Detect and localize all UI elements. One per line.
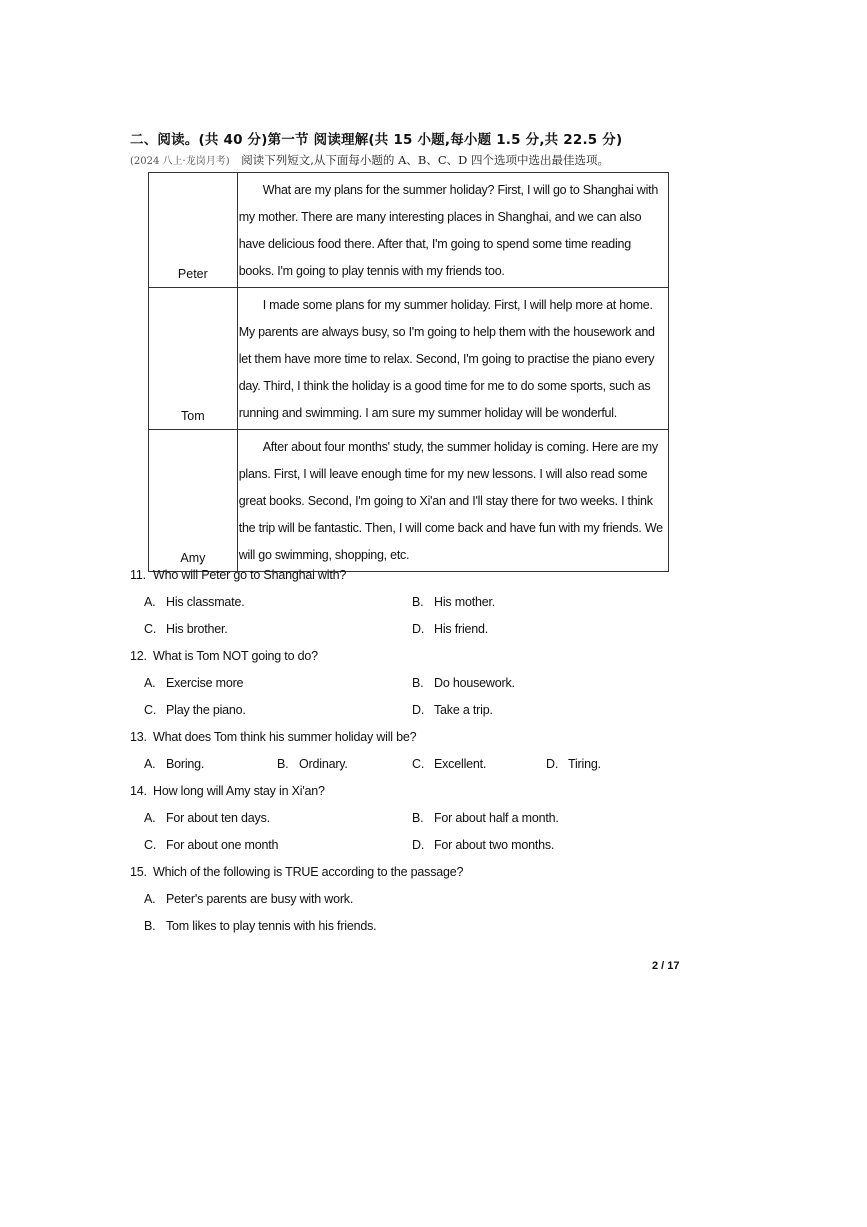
option-label: C. bbox=[144, 838, 157, 852]
option-text: For about half a month. bbox=[434, 811, 559, 825]
option-label: B. bbox=[412, 676, 424, 690]
option-label: B. bbox=[144, 919, 156, 933]
option-text: Play the piano. bbox=[166, 703, 246, 717]
option-c[interactable] bbox=[412, 753, 486, 775]
passage-text bbox=[237, 173, 668, 288]
section-title: 二、阅读。(共 40 分)第一节 阅读理解(共 15 小题,每小题 1.5 分,共 22.5 分) bbox=[130, 132, 623, 148]
question-14 bbox=[130, 780, 690, 807]
option-a[interactable] bbox=[144, 672, 243, 694]
option-text: For about one month bbox=[166, 838, 279, 852]
passage-body: After about four months' study, the summer holiday is coming. Here are my plans. First, I will leave enough time for my new lessons. I will also read some great books. Second, I'm going to Xi'an and I'll stay there for two weeks. I think the trip will be fantastic. Then, I will come back and have fun with my friends. We will go swimming, shopping, etc. bbox=[238, 440, 663, 562]
option-label: B. bbox=[412, 811, 424, 825]
passage-table bbox=[148, 172, 669, 572]
option-label: D. bbox=[412, 838, 425, 852]
option-label: A. bbox=[144, 892, 156, 906]
question-text: Which of the following is TRUE according to the passage? bbox=[153, 865, 464, 879]
option-row bbox=[130, 618, 690, 645]
option-label: A. bbox=[144, 757, 156, 771]
option-a[interactable] bbox=[144, 807, 270, 829]
passage-text bbox=[237, 430, 668, 572]
option-text: His brother. bbox=[166, 622, 228, 636]
question-number: 11. bbox=[130, 568, 146, 582]
option-label: B. bbox=[412, 595, 424, 609]
passage-name: Peter bbox=[149, 173, 238, 288]
option-text: Exercise more bbox=[166, 676, 244, 690]
option-text: Do housework. bbox=[434, 676, 515, 690]
option-d[interactable] bbox=[546, 753, 601, 775]
option-label: D. bbox=[412, 622, 425, 636]
option-b[interactable] bbox=[144, 915, 376, 937]
question-list bbox=[130, 564, 690, 942]
option-text: Peter's parents are busy with work. bbox=[166, 892, 354, 906]
option-text: For about two months. bbox=[434, 838, 555, 852]
question-12 bbox=[130, 645, 690, 672]
option-label: A. bbox=[144, 595, 156, 609]
option-d[interactable] bbox=[412, 618, 488, 640]
option-label: A. bbox=[144, 676, 156, 690]
option-b[interactable] bbox=[412, 591, 495, 613]
option-label: A. bbox=[144, 811, 156, 825]
option-label: C. bbox=[144, 703, 157, 717]
option-d[interactable] bbox=[412, 699, 493, 721]
passage-body: What are my plans for the summer holiday? First, I will go to Shanghai with my mother. There are many interesting places in Shanghai, and we can also have delicious food there. After that, I'm going to spend some time reading books. I'm going to play tennis with my friends too. bbox=[238, 183, 659, 278]
passage-row-tom bbox=[149, 288, 669, 430]
option-c[interactable] bbox=[144, 699, 246, 721]
passage-body: I made some plans for my summer holiday. First, I will help more at home. My parents are always busy, so I'm going to help them with the housework and let them have more time to relax. Second, I'm going to practise the piano every day. Third, I think the holiday is a good time for me to do some sports, such as running and swimming. I am sure my summer holiday will be wonderful. bbox=[238, 298, 655, 420]
question-11 bbox=[130, 564, 690, 591]
passage-row-amy bbox=[149, 430, 669, 572]
question-15 bbox=[130, 861, 690, 888]
question-text: Who will Peter go to Shanghai with? bbox=[153, 568, 347, 582]
option-row bbox=[130, 888, 690, 915]
option-d[interactable] bbox=[412, 834, 554, 856]
option-text: Boring. bbox=[166, 757, 205, 771]
question-text: How long will Amy stay in Xi'an? bbox=[153, 784, 325, 798]
question-source: (2024 八上·龙岗月考) bbox=[130, 156, 230, 167]
question-number: 13. bbox=[130, 730, 147, 744]
question-number: 12. bbox=[130, 649, 147, 663]
option-row bbox=[130, 591, 690, 618]
option-text: His mother. bbox=[434, 595, 496, 609]
option-text: Take a trip. bbox=[434, 703, 493, 717]
option-label: C. bbox=[144, 622, 157, 636]
option-label: D. bbox=[412, 703, 425, 717]
option-text: His friend. bbox=[434, 622, 489, 636]
option-text: For about ten days. bbox=[166, 811, 270, 825]
option-row bbox=[130, 915, 690, 942]
option-c[interactable] bbox=[144, 618, 228, 640]
instruction-line bbox=[130, 152, 609, 168]
option-text: Tiring. bbox=[568, 757, 601, 771]
question-number: 14. bbox=[130, 784, 147, 798]
instruction-text: 阅读下列短文,从下面每小题的 A、B、C、D 四个选项中选出最佳选项。 bbox=[241, 153, 610, 167]
passage-row-peter bbox=[149, 173, 669, 288]
question-text: What does Tom think his summer holiday will be? bbox=[153, 730, 417, 744]
option-row bbox=[130, 699, 690, 726]
option-text: Ordinary. bbox=[299, 757, 348, 771]
option-row bbox=[130, 807, 690, 834]
passage-text bbox=[237, 288, 668, 430]
option-a[interactable] bbox=[144, 591, 244, 613]
option-label: C. bbox=[412, 757, 425, 771]
question-13 bbox=[130, 726, 690, 753]
option-b[interactable] bbox=[412, 807, 559, 829]
passage-name: Amy bbox=[149, 430, 238, 572]
option-row bbox=[130, 834, 690, 861]
option-a[interactable] bbox=[144, 753, 204, 775]
page-number: 2 / 17 bbox=[652, 960, 680, 972]
option-text: Tom likes to play tennis with his friends. bbox=[166, 919, 377, 933]
option-row bbox=[130, 672, 690, 699]
option-row bbox=[130, 753, 690, 780]
option-text: His classmate. bbox=[166, 595, 245, 609]
option-a[interactable] bbox=[144, 888, 353, 910]
option-label: B. bbox=[277, 757, 289, 771]
option-c[interactable] bbox=[144, 834, 278, 856]
passage-name: Tom bbox=[149, 288, 238, 430]
option-label: D. bbox=[546, 757, 559, 771]
question-text: What is Tom NOT going to do? bbox=[153, 649, 318, 663]
option-b[interactable] bbox=[412, 672, 515, 694]
option-text: Excellent. bbox=[434, 757, 487, 771]
option-b[interactable] bbox=[277, 753, 348, 775]
question-number: 15. bbox=[130, 865, 147, 879]
